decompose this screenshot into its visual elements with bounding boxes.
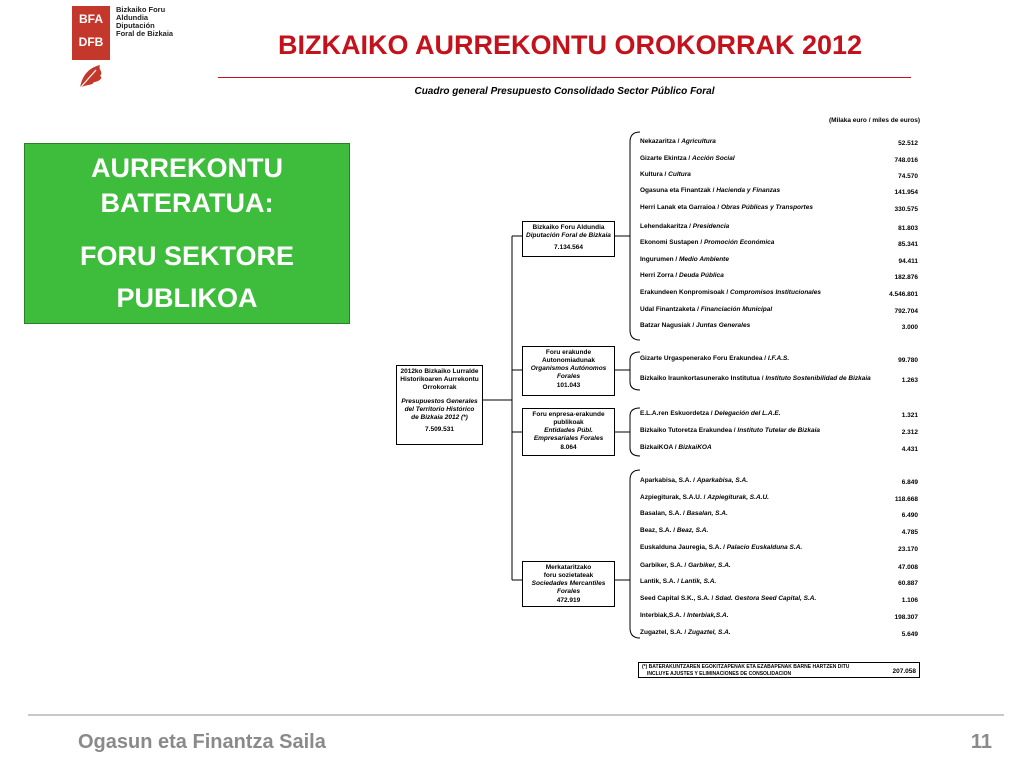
group-line: foru sozietateak [543,572,594,579]
list-item: Ingurumen / Medio Ambiente 94.411 [640,256,918,265]
logo-text-line: Bizkaiko Foru [116,5,166,14]
group-box-diputacion [522,221,615,257]
group-line: Forales [556,373,581,380]
summary-line: BATERATUA: [100,188,274,218]
list-item: Gizarte Urgaspenerako Foru Erakundea / I.F.A.S. 99.780 [640,355,918,364]
list-item: Ogasuna eta Finantzak / Hacienda y Finanzas 141.954 [640,187,918,196]
root-line: Orrokorrak [422,384,457,391]
group-line: Autonomiadunak [541,357,596,364]
group-value: 472.919 [556,597,581,604]
summary-line: AURREKONTU [91,153,283,183]
list-item: Ekonomi Sustapen / Promoción Económica 85.341 [640,239,918,248]
list-item: Gizarte Ekintza / Acción Social 748.016 [640,155,918,164]
group-line: Merkataritzako [545,564,592,571]
note-line: (*) BATERAKUNTZAREN EGOKITZAPENAK ETA EZABAPENAK BARNE HARTZEN DITU [642,664,850,670]
list-item: Kultura / Cultura 74.570 [640,171,918,180]
list-item: Batzar Nagusiak / Juntas Generales 3.000 [640,322,918,331]
group-box-sociedades [522,561,615,607]
group-value: 101.043 [556,382,581,389]
group-line: Foru enpresa-erakunde [532,411,605,418]
group-line: Forales [556,588,581,595]
list-item: Zugaztel, S.A. / Zugaztel, S.A. 5.649 [640,629,918,638]
list-item: Basalan, S.A. / Basalan, S.A. 6.490 [640,510,918,519]
page-title: BIZKAIKO AURREKONTU OROKORRAK 2012 [277,30,863,60]
list-item: Interbiak,S.A. / Interbiak,S.A. 198.307 [640,612,918,621]
list-item: Herri Lanak eta Garraioa / Obras Públicas y Transportes 330.575 [640,204,918,213]
list-item: Beaz, S.A. / Beaz, S.A. 4.785 [640,527,918,536]
footer-divider [28,714,1004,716]
list-item: Seed Capital S.K., S.A. / Sdad. Gestora Seed Capital, S.A. 1.106 [640,595,918,604]
list-item: Euskalduna Jauregia, S.A. / Palacio Euskalduna S.A. 23.170 [640,544,918,553]
note-value: 207.058 [892,668,916,675]
root-line: Presupuestos Generales [401,398,478,405]
list-item: Erakundeen Konpromisoak / Compromisos Institucionales 4.546.801 [640,289,918,298]
group-value: 7.134.564 [554,244,583,251]
group-line: publikoak [553,419,584,426]
list-item: Azpiegiturak, S.A.U. / Azpiegiturak, S.A.U. 118.668 [640,494,918,503]
group-line: Sociedades Mercantiles [531,580,606,587]
root-line: de Bizkaia 2012 (*) [411,414,468,421]
group-line: Entidades Públ. [544,427,593,434]
list-item: Bizkaiko Tutoretza Erakundea / Instituto Tutelar de Bizkaia 2.312 [640,427,918,436]
summary-line: PUBLIKOA [116,283,258,313]
list-item: E.L.A.ren Eskuordetza / Delegación del L.A.E. 1.321 [640,410,918,419]
group-value: 8.064 [560,444,577,451]
list-item: Garbiker, S.A. / Garbiker, S.A. 47.008 [640,562,918,571]
page-subtitle: Cuadro general Presupuesto Consolidado Sector Público Foral [414,86,715,97]
root-budget-box [396,365,483,445]
summary-line: FORU SEKTORE [79,241,295,271]
logo-text-line: Foral de Bizkaia [116,29,174,38]
group-line: Bizkaiko Foru Aldundia [532,224,605,231]
group-box-entidades [522,408,615,456]
list-item: BizkaiKOA / BizkaiKOA 4.431 [640,444,918,453]
list-item: Lantik, S.A. / Lantik, S.A. 60.887 [640,578,918,587]
logo-dfb: DFB [78,35,104,49]
list-item: Nekazaritza / Agricultura 52.512 [640,138,918,147]
consolidation-note-box [638,662,920,678]
logo-text-line: Aldundia [116,13,149,22]
logo-bfa: BFA [79,12,103,26]
group-box-organismos [522,346,615,396]
group-line: Foru erakunde [545,349,592,356]
group-line: Diputación Foral de Bizkaia [526,232,611,239]
root-line: 2012ko Bizkaiko Lurralde [400,368,479,375]
list-item: Bizkaiko Iraunkortasunerako Institutua / Instituto Sostenibilidad de Bizkaia 1.263 [640,375,918,384]
units-label: (Milaka euro / miles de euros) [828,117,920,124]
page-number: 11 [970,731,992,753]
note-line: INCLUYE AJUSTES Y ELIMINACIONES DE CONSOLIDACION [647,671,792,677]
footer-department: Ogasun eta Finantza Saila [78,731,326,753]
list-item: Aparkabisa, S.A. / Aparkabisa, S.A. 6.849 [640,477,918,486]
root-value: 7.509.531 [425,426,454,433]
root-line: Historikoaren Aurrekontu [400,376,479,383]
list-item: Herri Zorra / Deuda Pública 182.876 [640,272,918,281]
list-item: Udal Finantzaketa / Financiación Municipal 792.704 [640,306,918,315]
group-line: Organismos Autónomos [530,365,607,372]
root-line: del Territorio Histórico [404,406,475,413]
group-line: Empresariales Forales [533,435,604,442]
list-item: Lehendakaritza / Presidencia 81.803 [640,223,918,232]
logo-text-line: Diputación [116,21,155,30]
